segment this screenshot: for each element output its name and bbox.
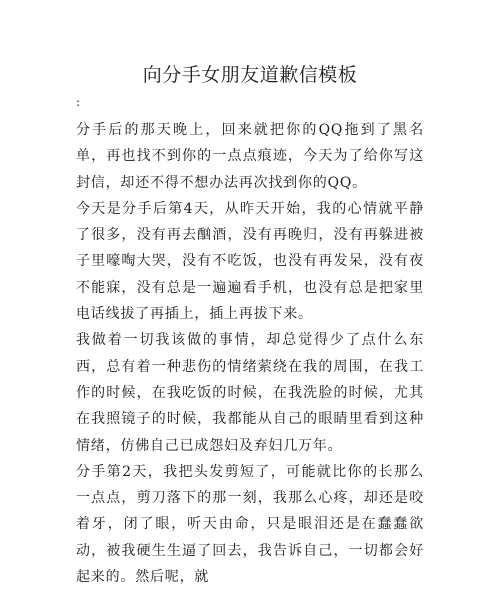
paragraph-3: 我做着一切我该做的事情，却总觉得少了点什么东西，总有着一种悲伤的情绪萦绕在我的周围，在我工作的时候，在我吃饭的时候，在我洗脸的时候，尤其在我照镜子的时候，我都能从自己的眼睛里看到这种情绪，仿佛自己已成怨妇及弃妇几万年。 (76, 332, 424, 454)
document-body (76, 117, 424, 590)
paragraph-1: 分手后的那天晚上，回来就把你的QQ拖到了黑名单，再也找不到你的一点点痕迹，今天为了给你写这封信，却还不得不想办法再次找到你的QQ。 (76, 122, 424, 191)
paragraph-4: 分手第2天，我把头发剪短了，可能就比你的长那么一点点，剪刀落下的那一刻，我那么心疼，却还是咬着牙，闭了眼，听天由命，只是眼泪还是在蠢蠢欲动，被我硬生生逼了回去，我告诉自己，一切都会好起来的。然后呢，就 (76, 463, 424, 586)
document-title: 向分手女朋友道歉信模板 (142, 64, 358, 86)
colon-mark: : (76, 95, 81, 109)
paragraph-2: 今天是分手后第4天，从昨天开始，我的心情就平静了很多，没有再去酗酒，没有再晚归，没有再躲进被子里嚎啕大哭，没有不吃饭，也没有再发呆，没有夜不能寐，没有总是一遍遍看手机，也没有总是把家里电话线拔了再插上，插上再拔下来。 (76, 200, 424, 323)
